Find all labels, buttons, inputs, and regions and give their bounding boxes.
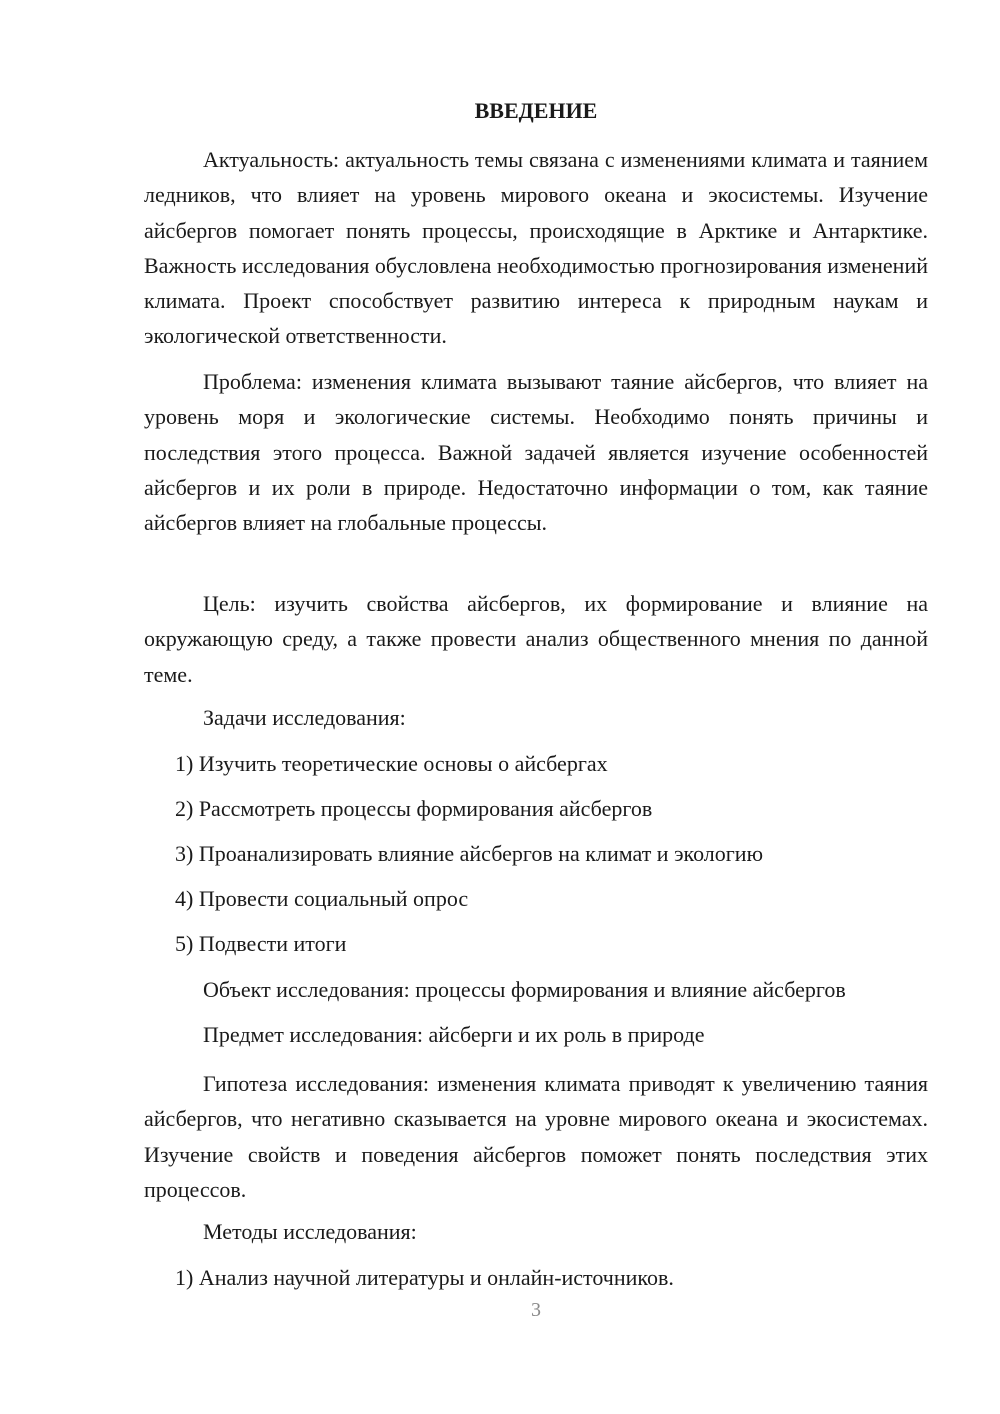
task-item: 3) Проанализировать влияние айсбергов на климат и экологию — [175, 841, 764, 866]
task-item: 1) Изучить теоретические основы о айсбергах — [175, 751, 608, 776]
document-page — [144, 0, 928, 1414]
page-title: ВВЕДЕНИЕ — [474, 98, 598, 123]
hypothesis-paragraph: Гипотеза исследования: изменения климата приводят к увеличению таяния айсбергов, что негативно сказывается на уровне мирового океана и экосистемах. Изучение свойств и поведения айсбергов поможет понять последствия этих процессов. — [144, 1071, 928, 1202]
method-item: 1) Анализ научной литературы и онлайн-источников. — [175, 1265, 674, 1290]
tasks-heading: Задачи исследования: — [203, 705, 406, 730]
page-number: 3 — [531, 1299, 541, 1321]
task-item: 2) Рассмотреть процессы формирования айсбергов — [175, 796, 653, 821]
methods-heading: Методы исследования: — [203, 1219, 417, 1244]
subject-line: Предмет исследования: айсберги и их роль в природе — [203, 1022, 705, 1047]
goal-paragraph: Цель: изучить свойства айсбергов, их формирование и влияние на окружающую среду, а также провести анализ общественного мнения по данной теме. — [144, 591, 928, 687]
relevance-paragraph: Актуальность: актуальность темы связана с изменениями климата и таянием ледников, что влияет на уровень мирового океана и экосистемы. Изучение айсбергов помогает понять процессы, происходящие в Арктике и Антарктике. Важность исследования обусловлена необходимостью прогнозирования изменений климата. Проект способствует развитию интереса к природным наукам и экологической ответственности. — [144, 147, 928, 349]
task-item: 5) Подвести итоги — [175, 931, 347, 956]
task-item: 4) Провести социальный опрос — [175, 886, 469, 911]
object-line: Объект исследования: процессы формирования и влияние айсбергов — [203, 977, 846, 1002]
problem-paragraph: Проблема: изменения климата вызывают таяние айсбергов, что влияет на уровень моря и экологические системы. Необходимо понять причины и последствия этого процесса. Важной задачей является изучение особенностей айсбергов и их роли в природе. Недостаточно информации о том, как таяние айсбергов влияет на глобальные процессы. — [144, 369, 928, 536]
